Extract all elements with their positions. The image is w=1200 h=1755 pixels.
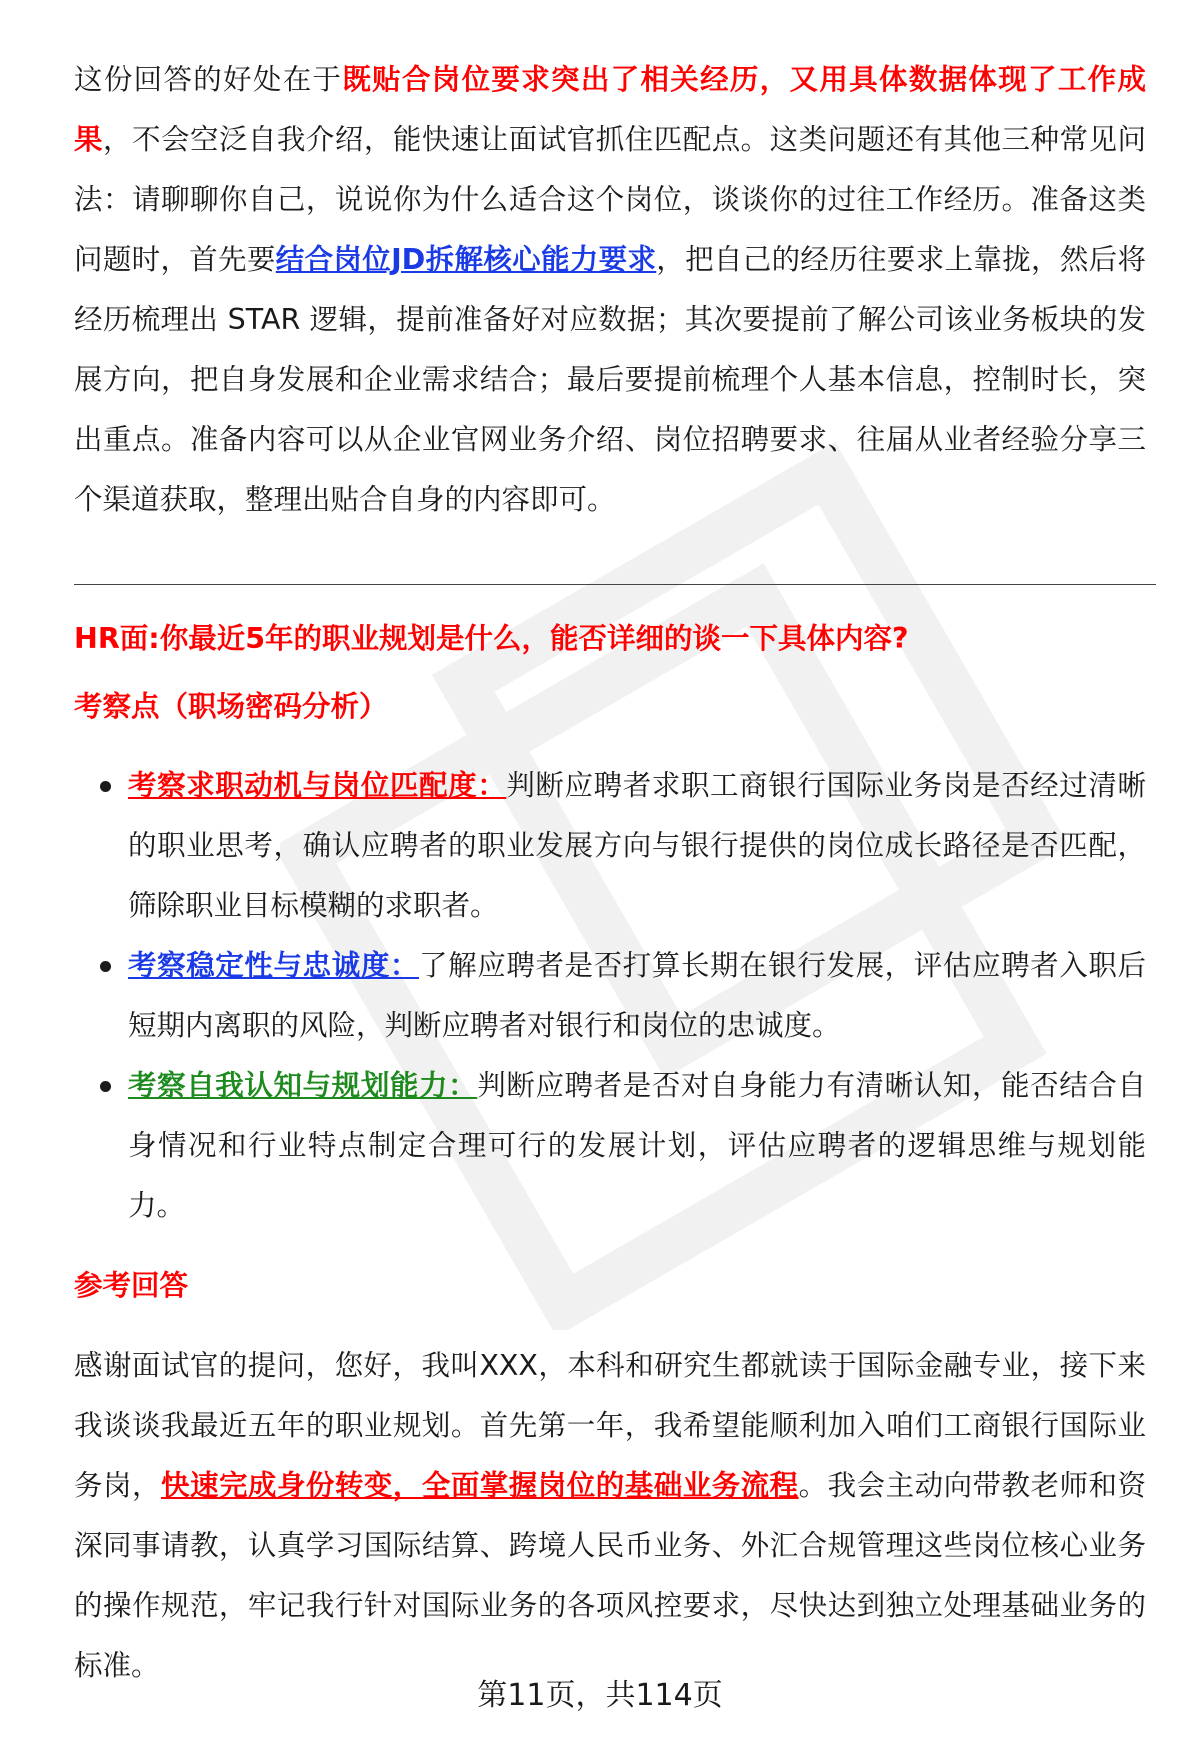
- intro-highlight: 既贴合岗位要求突出了相关经历，又用具体数据体现了工作成果: [74, 63, 1146, 156]
- analysis-point-label: 考察求职动机与岗位匹配度：: [128, 769, 507, 802]
- intro-paragraph: [74, 50, 1146, 530]
- analysis-point: [74, 936, 1146, 1056]
- answer-paragraph: [74, 1336, 1146, 1696]
- answer-heading: 参考回答: [74, 1269, 189, 1302]
- analysis-point-text: 了解应聘者是否打算长期在银行发展，评估应聘者入职后短期内离职的风险，判断应聘者对银行和岗位的忠诚度。: [128, 949, 1146, 1042]
- analysis-points-list: [74, 756, 1146, 1236]
- answer-text-start: 感谢面试官的提问，您好，我叫XXX，本科和研究生都就读于国际金融专业，接下来我谈谈我最近五年的职业规划。首先第一年，我希望能顺利加入咱们工商银行国际业务岗，: [74, 1349, 1146, 1502]
- analysis-point-text: 判断应聘者是否对自身能力有清晰认知，能否结合自身情况和行业特点制定合理可行的发展计划，评估应聘者的逻辑思维与规划能力。: [128, 1069, 1146, 1222]
- intro-text-end: ，把自己的经历往要求上靠拢，然后将经历梳理出 STAR 逻辑，提前准备好对应数据；其次要提前了解公司该业务板块的发展方向，把自身发展和企业需求结合；最后要提前梳理个人基本信息，控制时长，突出重点。准备内容可以从企业官网业务介绍、岗位招聘要求、往届从业者经验分享三个渠道获取，整理出贴合自身的内容即可。: [74, 243, 1146, 516]
- analysis-point: [74, 1056, 1146, 1236]
- analysis-point: [74, 756, 1146, 936]
- analysis-heading: 考察点（职场密码分析）: [74, 690, 388, 723]
- page-number: 第11页，共114页: [477, 1678, 723, 1713]
- answer-highlight: 快速完成身份转变，全面掌握岗位的基础业务流程: [160, 1469, 799, 1502]
- intro-text-start: 这份回答的好处在于: [74, 63, 343, 96]
- question-title: HR面:你最近5年的职业规划是什么，能否详细的谈一下具体内容?: [74, 622, 909, 655]
- section-divider: [74, 584, 1156, 585]
- analysis-point-text: 判断应聘者求职工商银行国际业务岗是否经过清晰的职业思考，确认应聘者的职业发展方向与银行提供的岗位成长路径是否匹配，筛除职业目标模糊的求职者。: [128, 769, 1146, 922]
- intro-jd-emphasis: 结合岗位JD拆解核心能力要求: [275, 243, 657, 276]
- analysis-point-label: 考察自我认知与规划能力：: [128, 1069, 478, 1102]
- analysis-point-label: 考察稳定性与忠诚度：: [128, 949, 420, 982]
- answer-text-end: 。我会主动向带教老师和资深同事请教，认真学习国际结算、跨境人民币业务、外汇合规管理这些岗位核心业务的操作规范，牢记我行针对国际业务的各项风控要求，尽快达到独立处理基础业务的标准。: [74, 1469, 1146, 1682]
- intro-text-middle: ，不会空泛自我介绍，能快速让面试官抓住匹配点。这类问题还有其他三种常见问法：请聊聊你自己，说说你为什么适合这个岗位，谈谈你的过往工作经历。准备这类问题时，首先要: [74, 123, 1146, 276]
